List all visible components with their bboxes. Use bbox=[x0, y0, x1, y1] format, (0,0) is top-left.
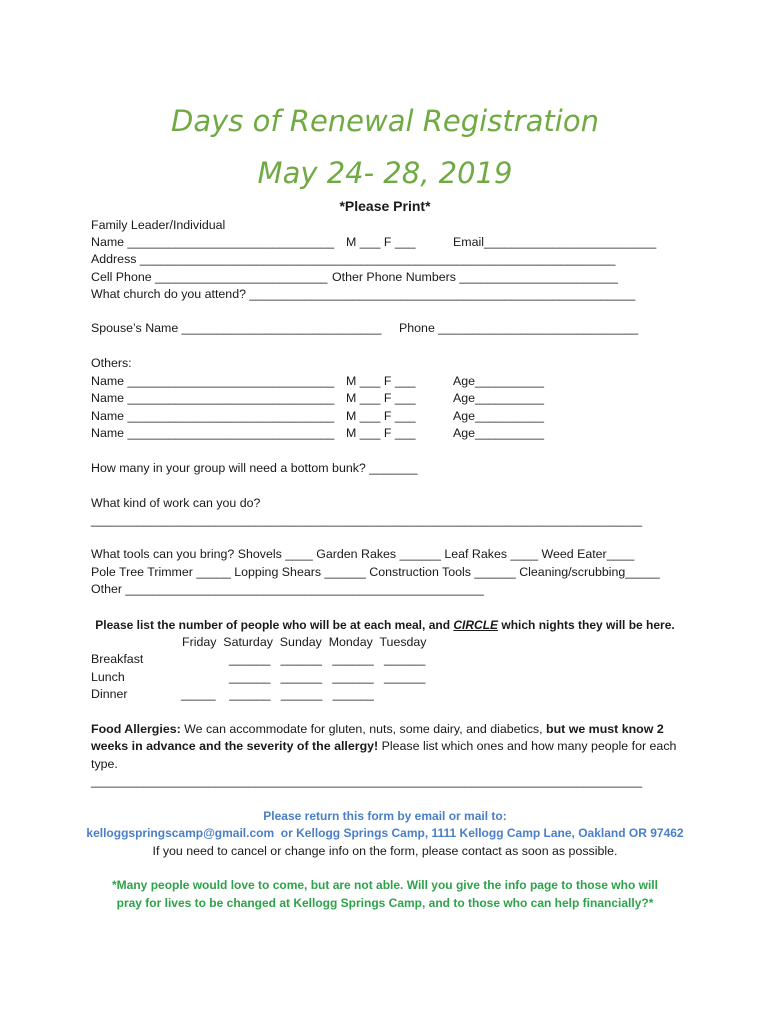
other-gender-field[interactable]: M ___ F ___ bbox=[346, 426, 416, 440]
other-name-field[interactable]: Name ______________________________ bbox=[91, 409, 335, 423]
other-name-field[interactable]: Name ______________________________ bbox=[91, 426, 335, 440]
leader-address-field[interactable]: Address _____________________________________________________________________ bbox=[91, 252, 616, 266]
leader-heading: Family Leader/Individual bbox=[91, 218, 226, 232]
meal-instruction: Please list the number of people who will be at each meal, and CIRCLE which nights they will be here. bbox=[95, 618, 675, 632]
appeal-line-2: pray for lives to be changed at Kellogg Springs Camp, and to those who can help financially?* bbox=[116, 896, 654, 910]
lunch-blanks[interactable]: ______ ______ ______ ______ bbox=[229, 670, 426, 684]
allergies-line-2: weeks in advance and the severity of the allergy! Please list which ones and how many people for each bbox=[91, 739, 677, 753]
form-dates: May 24- 28, 2019 bbox=[257, 156, 513, 190]
allergies-answer-line[interactable]: ____________________________________________________________________________________ bbox=[91, 774, 643, 788]
dinner-blanks[interactable]: _____ ______ ______ ______ bbox=[181, 687, 374, 701]
other-age-field[interactable]: Age__________ bbox=[453, 426, 544, 440]
leader-cell-field[interactable]: Cell Phone _________________________ bbox=[91, 270, 328, 284]
other-age-field[interactable]: Age__________ bbox=[453, 391, 544, 405]
meal-label-breakfast: Breakfast bbox=[91, 652, 144, 666]
allergies-line-3: type. bbox=[91, 757, 118, 771]
meal-label-lunch: Lunch bbox=[91, 670, 125, 684]
tools-line-1[interactable]: What tools can you bring? Shovels ____ Garden Rakes ______ Leaf Rakes ____ Weed Eater____ bbox=[91, 547, 635, 561]
appeal-line-1: *Many people would love to come, but are not able. Will you give the info page to those who will bbox=[112, 878, 658, 892]
others-heading: Others: bbox=[91, 356, 132, 370]
return-heading: Please return this form by email or mail to: bbox=[263, 809, 507, 823]
tools-line-2[interactable]: Pole Tree Trimmer _____ Lopping Shears ______ Construction Tools ______ Cleaning/scrubbing_____ bbox=[91, 565, 660, 579]
other-gender-field[interactable]: M ___ F ___ bbox=[346, 409, 416, 423]
meal-label-dinner: Dinner bbox=[91, 687, 128, 701]
other-age-field[interactable]: Age__________ bbox=[453, 374, 544, 388]
form-title: Days of Renewal Registration bbox=[171, 104, 599, 138]
cancel-note: If you need to cancel or change info on the form, please contact as soon as possible. bbox=[152, 844, 618, 858]
work-question: What kind of work can you do? bbox=[91, 496, 261, 510]
leader-email-field[interactable]: Email_________________________ bbox=[453, 235, 657, 249]
other-name-field[interactable]: Name ______________________________ bbox=[91, 374, 335, 388]
breakfast-blanks[interactable]: ______ ______ ______ ______ bbox=[229, 652, 426, 666]
bottom-bunk-field[interactable]: How many in your group will need a bottom bunk? _______ bbox=[91, 461, 418, 475]
other-gender-field[interactable]: M ___ F ___ bbox=[346, 391, 416, 405]
other-gender-field[interactable]: M ___ F ___ bbox=[346, 374, 416, 388]
work-answer-line[interactable]: ____________________________________________________________________________________ bbox=[91, 513, 643, 527]
please-print: *Please Print* bbox=[339, 198, 431, 214]
tools-other-field[interactable]: Other ____________________________________________________ bbox=[91, 582, 484, 596]
meal-days-header: Friday Saturday Sunday Monday Tuesday bbox=[182, 635, 427, 649]
leader-gender-field[interactable]: M ___ F ___ bbox=[346, 235, 416, 249]
leader-name-field[interactable]: Name ______________________________ bbox=[91, 235, 335, 249]
spouse-phone-field[interactable]: Phone _____________________________ bbox=[399, 321, 639, 335]
circle-emphasis: CIRCLE bbox=[453, 618, 499, 632]
other-age-field[interactable]: Age__________ bbox=[453, 409, 544, 423]
return-address: kelloggspringscamp@gmail.com or Kellogg Springs Camp, 1111 Kellogg Camp Lane, Oakland OR 97462 bbox=[86, 826, 684, 840]
church-field[interactable]: What church do you attend? ________________________________________________________ bbox=[91, 287, 636, 301]
other-name-field[interactable]: Name ______________________________ bbox=[91, 391, 335, 405]
leader-other-phones-field[interactable]: Other Phone Numbers _______________________ bbox=[332, 270, 618, 284]
allergies-line-1: Food Allergies: We can accommodate for gluten, nuts, some dairy, and diabetics, but we must know 2 bbox=[91, 722, 664, 736]
spouse-name-field[interactable]: Spouse’s Name _____________________________ bbox=[91, 321, 382, 335]
